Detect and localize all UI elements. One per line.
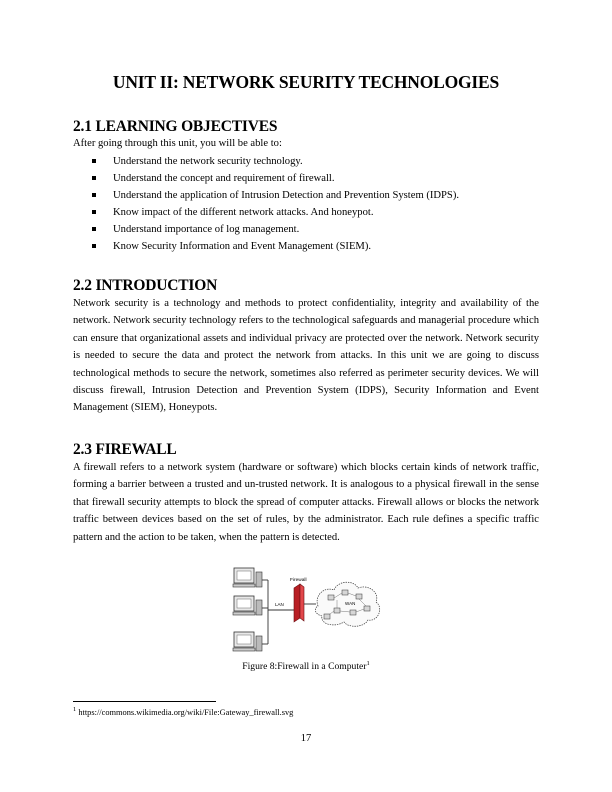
objectives-list	[92, 153, 459, 256]
list-item: Understand the application of Intrusion Detection and Prevention System (IDPS).	[92, 187, 459, 204]
square-bullet-icon	[92, 176, 96, 180]
square-bullet-icon	[92, 227, 96, 231]
lan-label: LAN	[275, 602, 284, 607]
footnote	[73, 706, 293, 717]
list-item: Know Security Information and Event Management (SIEM).	[92, 238, 459, 255]
footnote-mark: 1	[73, 706, 77, 713]
firewall-paragraph: A firewall refers to a network system (hardware or software) which blocks certain kinds of network traffic, forming a barrier between a trusted and un-trusted network. It is analogous to a physical firewall in the sense that firewall security attempts to block the spread of computer attacks. Firewall allows or blocks the network traffic between devices based on the set of rules, by the administrator. Each rule defines a specific traffic pattern and the action to be taken, when the pattern is detected.	[73, 462, 539, 543]
square-bullet-icon	[92, 210, 96, 214]
footnote-text: https://commons.wikimedia.org/wiki/File:Gateway_firewall.svg	[76, 707, 294, 717]
footnote-ref: 1	[366, 660, 370, 667]
heading-introduction: 2.2 INTRODUCTION	[73, 277, 218, 294]
heading-firewall: 2.3 FIREWALL	[73, 441, 177, 458]
firewall-label: Firewall	[290, 578, 307, 583]
wan-label: WAN	[345, 601, 356, 606]
objectives-intro: After going through this unit, you will be able to:	[73, 138, 282, 149]
computer-icon	[233, 568, 262, 587]
computer-icon	[233, 596, 262, 615]
heading-learning-objectives: 2.1 LEARNING OBJECTIVES	[73, 118, 278, 135]
page-number: 17	[300, 733, 312, 744]
square-bullet-icon	[92, 159, 96, 163]
footnote-divider	[73, 701, 216, 702]
list-item: Know impact of the different network attacks. And honeypot.	[92, 204, 459, 221]
firewall-icon	[294, 584, 304, 622]
list-item: Understand the network security technology.	[92, 153, 459, 170]
unit-title: UNIT II: NETWORK SEURITY TECHNOLOGIES	[112, 72, 500, 92]
introduction-paragraph: Network security is a technology and methods to protect confidentiality, integrity and availability of the network. Network security technology refers to the technological safeguards and managerial procedure which can ensure that organizational assets and individual privacy are protected over the network. Network security is needed to secure the data and protect the network from attacks. In this unit we are going to discuss technological methods to secure the network, sometimes also referred as perimeter security devices. We will discuss firewall, Intrusion Detection and Prevention System (IDPS), Security Information and Event Management (SIEM), Honeypots.	[73, 298, 539, 414]
figure-caption: Figure 8:Firewall in a Computer$^1$	[242, 660, 370, 673]
firewall-diagram	[228, 566, 384, 658]
list-item: Understand importance of log management.	[92, 221, 459, 238]
list-item: Understand the concept and requirement of firewall.	[92, 170, 459, 187]
lan-cable	[262, 580, 294, 644]
computer-icon	[233, 632, 262, 651]
square-bullet-icon	[92, 193, 96, 197]
square-bullet-icon	[92, 244, 96, 248]
